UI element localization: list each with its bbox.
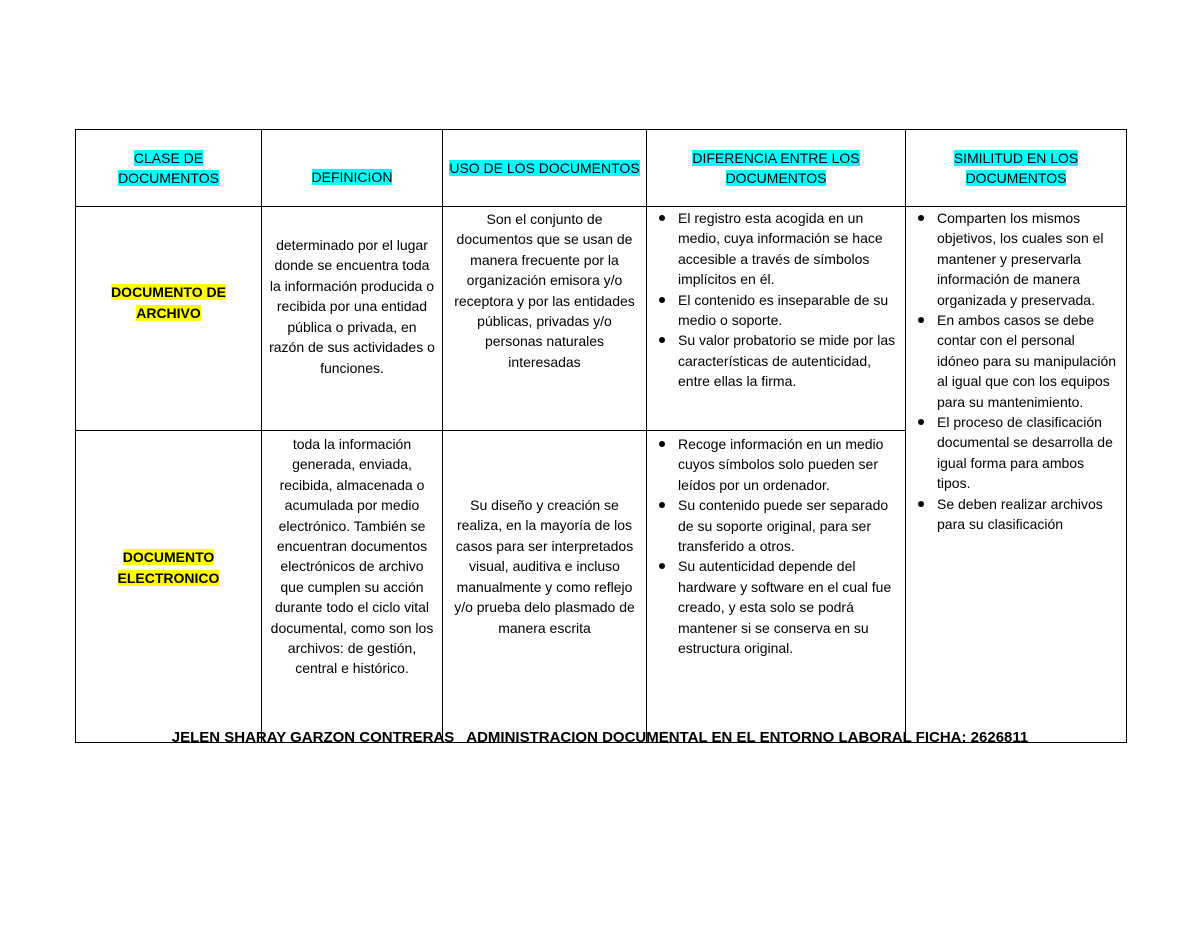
header-similitud-en-los-documentos: SIMILITUD EN LOS DOCUMENTOS <box>953 149 1079 186</box>
comparison-table <box>75 129 1127 743</box>
header-uso-de-los-documentos: USO DE LOS DOCUMENTOS <box>449 159 640 176</box>
diferencia-electronico <box>647 431 906 743</box>
similitud-list <box>912 208 1120 535</box>
header-clase-de-documentos: CLASE DE DOCUMENTOS <box>118 149 219 186</box>
header-diferencia-entre-los-documentos: DIFERENCIA ENTRE LOS DOCUMENTOS <box>692 149 860 186</box>
list-item: El registro esta acogida en un medio, cuya información se hace accesible a través de símbolos implícitos en él. <box>653 208 899 290</box>
similitud-cell <box>906 207 1127 743</box>
header-cell-similitud <box>906 130 1127 207</box>
row-label-documento-de-archivo: DOCUMENTO DE ARCHIVO <box>111 284 226 321</box>
definicion-electronico: toda la información generada, enviada, recibida, almacenada o acumulada por medio electrónico. También se encuentran documentos electrónicos de archivo que cumplen su acción durante todo el ciclo vital documental, como son los archivos: de gestión, central e histórico. <box>262 431 443 743</box>
row-label-cell-electronico <box>76 431 262 743</box>
definicion-archivo: determinado por el lugar donde se encuentra toda la información producida o recibida por una entidad pública o privada, en razón de sus actividades o funciones. <box>262 207 443 431</box>
table-header-row <box>76 130 1127 207</box>
list-item: Comparten los mismos objetivos, los cuales son el mantener y preservarla información de manera organizada y preservada. <box>912 208 1120 310</box>
list-item: Se deben realizar archivos para su clasificación <box>912 494 1120 535</box>
header-cell-uso <box>443 130 647 207</box>
header-cell-diferencia <box>647 130 906 207</box>
row-label-cell-archivo <box>76 207 262 431</box>
diferencia-archivo-list <box>653 208 899 392</box>
list-item: En ambos casos se debe contar con el personal idóneo para su manipulación al igual que con los equipos para su mantenimiento. <box>912 310 1120 412</box>
header-definicion: DEFINICION <box>311 168 393 185</box>
list-item: Su contenido puede ser separado de su soporte original, para ser transferido a otros. <box>653 495 899 556</box>
table-row-archivo <box>76 207 1127 431</box>
list-item: El contenido es inseparable de su medio o soporte. <box>653 290 899 331</box>
diferencia-electronico-list <box>653 434 899 658</box>
header-cell-definicion <box>262 130 443 207</box>
list-item: El proceso de clasificación documental se desarrolla de igual forma para ambos tipos. <box>912 412 1120 494</box>
list-item: Su valor probatorio se mide por las características de autenticidad, entre ellas la firma. <box>653 330 899 391</box>
header-cell-clase <box>76 130 262 207</box>
diferencia-archivo <box>647 207 906 431</box>
uso-electronico: Su diseño y creación se realiza, en la mayoría de los casos para ser interpretados visual, auditiva e incluso manualmente y como reflejo y/o prueba delo plasmado de manera escrita <box>443 431 647 743</box>
footer-caption: JELEN SHARAY GARZON CONTRERAS ADMINISTRACION DOCUMENTAL EN EL ENTORNO LABORAL FICHA: 2626811 <box>171 729 1029 746</box>
row-label-documento-electronico: DOCUMENTO ELECTRONICO <box>117 549 220 586</box>
list-item: Recoge información en un medio cuyos símbolos solo pueden ser leídos por un ordenador. <box>653 434 899 495</box>
uso-archivo: Son el conjunto de documentos que se usan de manera frecuente por la organización emisora y/o receptora y por las entidades públicas, privadas y/o personas naturales interesadas <box>443 207 647 431</box>
list-item: Su autenticidad depende del hardware y software en el cual fue creado, y esta solo se podrá mantener si se conserva en su estructura original. <box>653 556 899 658</box>
